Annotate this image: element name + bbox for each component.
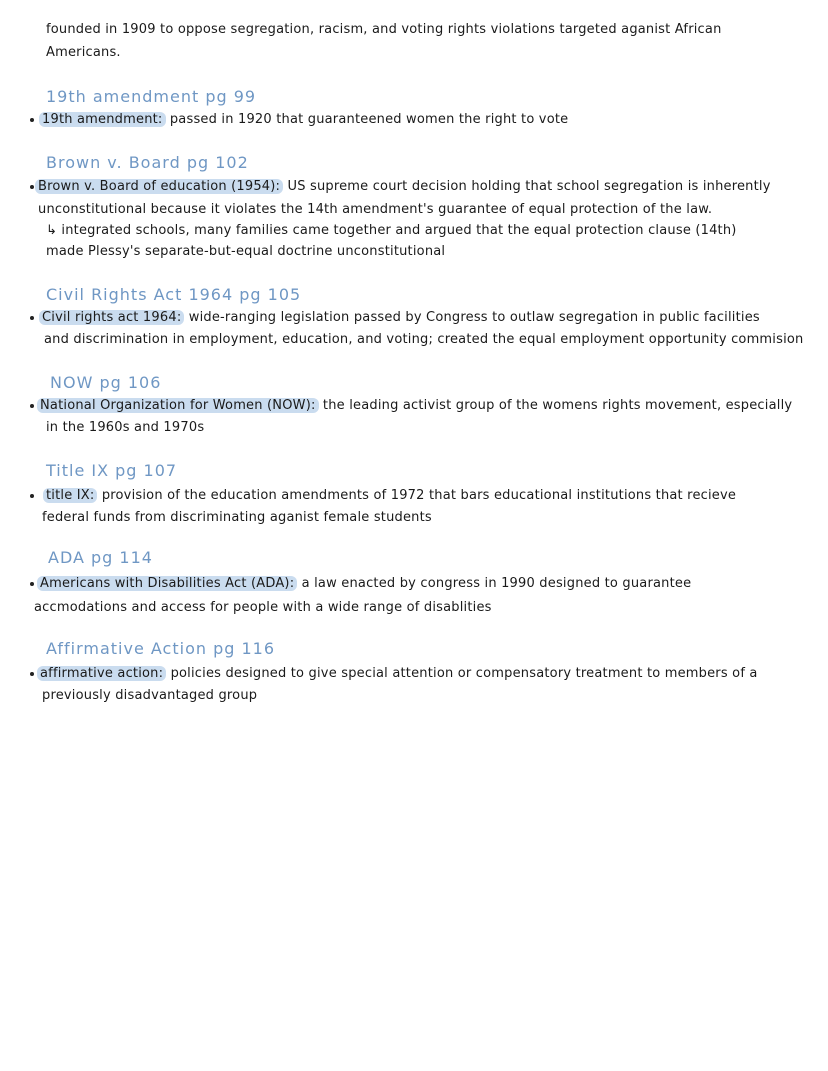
definition-line: US supreme court decision holding that school segregation is inherently [287, 179, 771, 194]
definition-line: previously disadvantaged group [42, 688, 258, 703]
definition-line: unconstitutional because it violates the 14th amendment's guarantee of equal protection of the law. [38, 202, 713, 217]
definition-civil-rights-act [42, 310, 760, 326]
heading-affirmative-action: Affirmative Action pg 116 [46, 639, 276, 658]
definition-19th-amendment [42, 112, 568, 128]
definition-line: accmodations and access for people with a wide range of disablities [34, 600, 492, 615]
definition-line: and discrimination in employment, education, and voting; created the equal employment opportunity commision [44, 332, 804, 347]
term-brown-v-board: Brown v. Board of education (1954): [35, 179, 283, 194]
definition-line: ↳ integrated schools, many families came together and argued that the equal protection clause (14th) [46, 223, 737, 238]
definition-affirmative-action [40, 666, 758, 682]
definition-line: wide-ranging legislation passed by Congress to outlaw segregation in public facilities [188, 310, 760, 325]
definition-line: made Plessy's separate-but-equal doctrine unconstitutional [46, 244, 446, 259]
bullet [30, 316, 34, 320]
bullet [30, 672, 34, 676]
definition-line: federal funds from discriminating aganist female students [42, 510, 432, 525]
heading-title-ix: Title IX pg 107 [46, 461, 178, 480]
definition-line: provision of the education amendments of 1972 that bars educational institutions that recieve [101, 488, 737, 503]
definition-title-ix [46, 488, 736, 504]
intro-line-1: founded in 1909 to oppose segregation, racism, and voting rights violations targeted aganist African [46, 22, 722, 37]
definition-line: in the 1960s and 1970s [46, 420, 205, 435]
heading-brown-v-board: Brown v. Board pg 102 [46, 153, 249, 172]
heading-19th-amendment: 19th amendment pg 99 [46, 87, 257, 106]
term-affirmative-action: affirmative action: [37, 666, 166, 681]
bullet [30, 118, 34, 122]
bullet [30, 494, 34, 498]
definition-brown-v-board [38, 179, 771, 195]
heading-now: NOW pg 106 [50, 373, 162, 392]
bullet [30, 404, 34, 408]
bullet [30, 582, 34, 586]
term-now: National Organization for Women (NOW): [37, 398, 319, 413]
definition-now [40, 398, 792, 414]
intro-line-2: Americans. [46, 45, 121, 60]
heading-civil-rights-act: Civil Rights Act 1964 pg 105 [46, 285, 302, 304]
definition-line: a law enacted by congress in 1990 designed to guarantee [301, 576, 692, 591]
definition-ada [40, 576, 691, 592]
definition-line: policies designed to give special attention or compensatory treatment to members of a [170, 666, 758, 681]
definition-line: passed in 1920 that guaranteened women the right to vote [169, 112, 569, 127]
term-civil-rights-act: Civil rights act 1964: [39, 310, 184, 325]
heading-ada: ADA pg 114 [48, 548, 153, 567]
bullet [30, 185, 34, 189]
definition-line: the leading activist group of the womens rights movement, especially [322, 398, 793, 413]
term-title-ix: title IX: [43, 488, 97, 503]
term-ada: Americans with Disabilities Act (ADA): [37, 576, 297, 591]
term-19th-amendment: 19th amendment: [39, 112, 166, 127]
